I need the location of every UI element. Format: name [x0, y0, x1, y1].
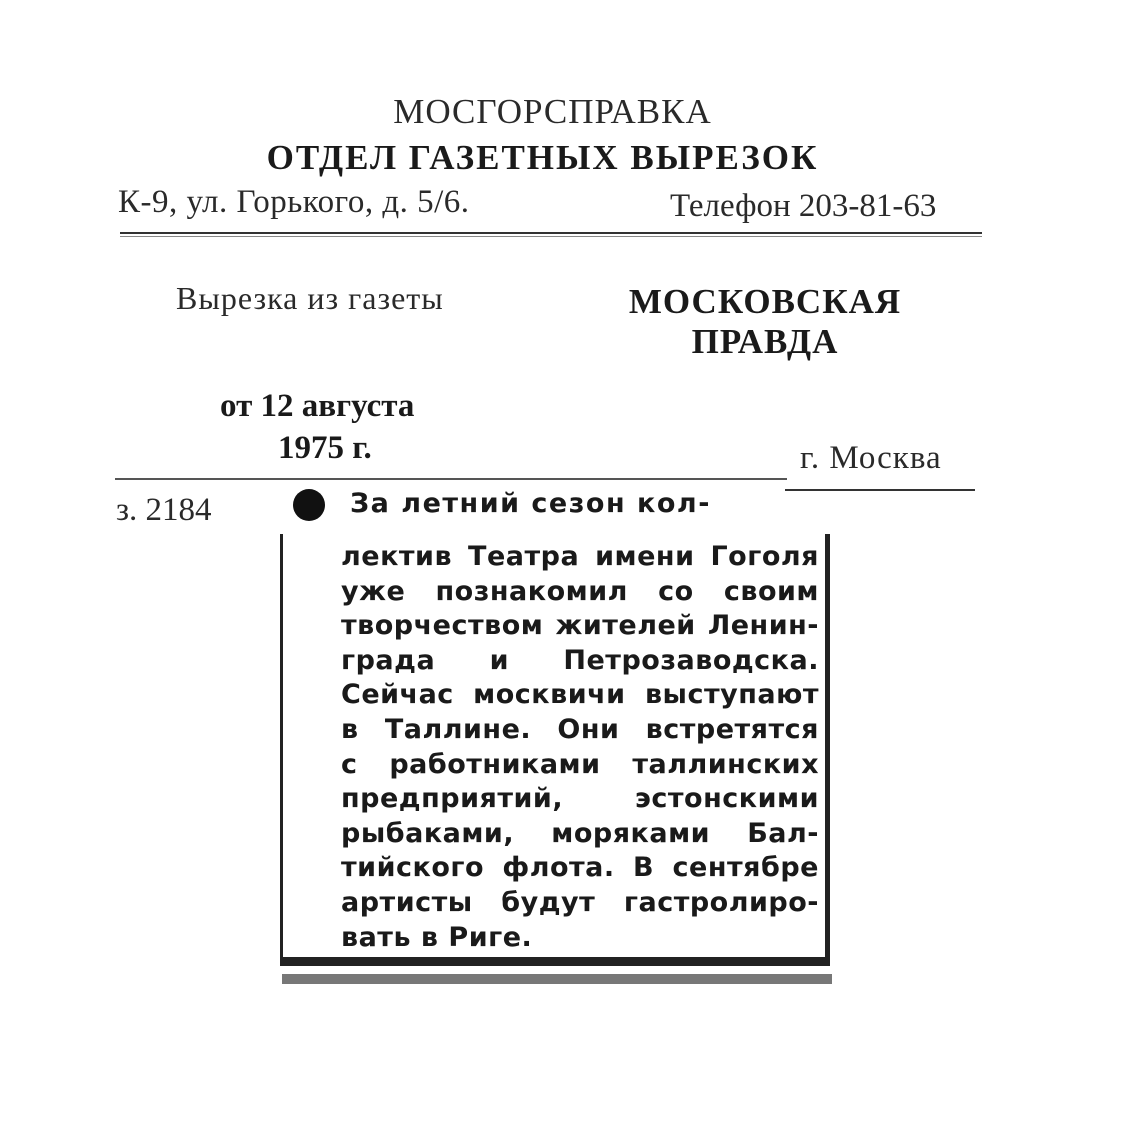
clipping-label: Вырезка из газеты	[176, 280, 444, 316]
article-first-line: За летний сезон кол-	[350, 488, 711, 519]
article-line: в Таллине. Они встретятся	[341, 713, 819, 745]
article-line: творчеством жителей Ленин-	[341, 610, 819, 642]
article-line: лектив Театра имени Гоголя	[341, 541, 819, 572]
info-divider	[115, 478, 787, 480]
city: г. Москва	[800, 440, 942, 476]
org-name: МОСГОРСПРАВКА	[393, 92, 712, 131]
clipping-year: 1975 г.	[278, 430, 372, 466]
newspaper-name: МОСКОВСКАЯ ПРАВДА	[628, 282, 902, 361]
clipping-shadow	[282, 974, 832, 984]
article-line: града и Петрозаводска.	[341, 644, 819, 676]
article-line: рыбаками, моряками Бал-	[341, 817, 819, 849]
bullet-icon	[293, 489, 325, 521]
header-divider-thin	[120, 236, 982, 237]
article-line: Сейчас москвичи выступают	[341, 679, 819, 711]
address: К-9, ул. Горького, д. 5/6.	[118, 184, 470, 220]
article-line: вать в Риге.	[341, 921, 533, 953]
article-line: с работниками таллинских	[341, 748, 819, 780]
city-underline	[785, 489, 975, 491]
clipping-date: от 12 августа	[220, 388, 415, 424]
article-line: тийского флота. В сентябре	[341, 852, 819, 884]
order-number: з. 2184	[116, 492, 212, 528]
article-body	[341, 540, 819, 955]
phone-number: Телефон 203-81-63	[670, 188, 937, 224]
header-divider	[120, 232, 982, 234]
article-line: предприятий, эстонскими	[341, 783, 819, 815]
department-title: ОТДЕЛ ГАЗЕТНЫХ ВЫРЕЗОК	[266, 138, 819, 177]
article-line: артисты будут гастролиро-	[341, 886, 819, 918]
article-line: уже познакомил со своим	[341, 575, 819, 607]
